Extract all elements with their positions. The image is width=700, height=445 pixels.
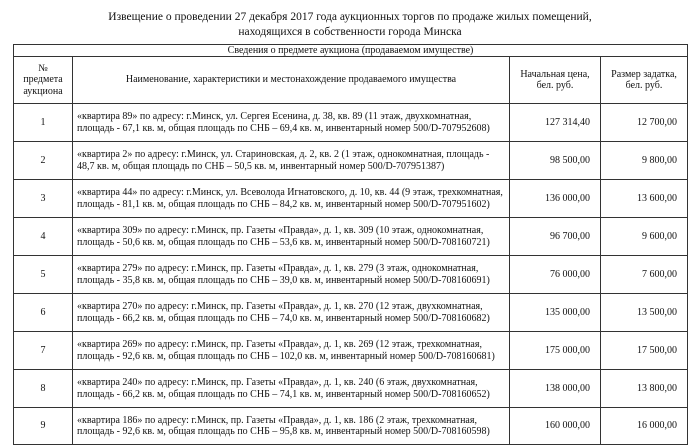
cell-description: «квартира 186» по адресу: г.Минск, пр. Газеты «Правда», д. 1, кв. 186 (2 этаж, трехкомнатная, площадь - 92,6 кв. м, общая площадь по СНБ – 95,8 кв. м, инвентарный номер 500/D-708160598) — [73, 408, 510, 445]
cell-deposit: 12 700,00 — [601, 104, 688, 142]
cell-number: 3 — [14, 180, 73, 218]
table-row — [14, 408, 688, 445]
cell-description: «квартира 270» по адресу: г.Минск, пр. Газеты «Правда», д. 1, кв. 270 (12 этаж, двухкомнатная, площадь - 66,2 кв. м, общая площадь по СНБ – 74,0 кв. м, инвентарный номер 500/D-708160682) — [73, 294, 510, 332]
table-row — [14, 104, 688, 142]
cell-price: 160 000,00 — [510, 408, 601, 445]
cell-price: 96 700,00 — [510, 218, 601, 256]
cell-price: 135 000,00 — [510, 294, 601, 332]
column-header-number: № предмета аукциона — [14, 57, 73, 104]
cell-number: 6 — [14, 294, 73, 332]
section-header: Сведения о предмете аукциона (продаваемом имуществе) — [14, 45, 688, 57]
table-row — [14, 142, 688, 180]
cell-price: 127 314,40 — [510, 104, 601, 142]
cell-price: 175 000,00 — [510, 332, 601, 370]
cell-deposit: 7 600,00 — [601, 256, 688, 294]
cell-deposit: 16 000,00 — [601, 408, 688, 445]
cell-description: «квартира 2» по адресу: г.Минск, ул. Стариновская, д. 2, кв. 2 (1 этаж, однокомнатная, площадь - 48,7 кв. м, общая площадь по СНБ – 50,5 кв. м, инвентарный номер 500/D-707951387) — [73, 142, 510, 180]
cell-description: «квартира 44» по адресу: г.Минск, ул. Всеволода Игнатовского, д. 10, кв. 44 (9 этаж, трехкомнатная, площадь - 81,1 кв. м, общая площадь по СНБ – 84,2 кв. м, инвентарный номер 500/D-707951602) — [73, 180, 510, 218]
table-row — [14, 218, 688, 256]
column-header-deposit: Размер задатка, бел. руб. — [601, 57, 688, 104]
cell-deposit: 9 600,00 — [601, 218, 688, 256]
cell-number: 1 — [14, 104, 73, 142]
cell-price: 98 500,00 — [510, 142, 601, 180]
cell-description: «квартира 240» по адресу: г.Минск, пр. Газеты «Правда», д. 1, кв. 240 (6 этаж, двухкомнатная, площадь - 66,2 кв. м, общая площадь по СНБ – 74,1 кв. м, инвентарный номер 500/D-708160652) — [73, 370, 510, 408]
column-header-description: Наименование, характеристики и местонахождение продаваемого имущества — [73, 57, 510, 104]
table-row — [14, 256, 688, 294]
cell-price: 138 000,00 — [510, 370, 601, 408]
cell-description: «квартира 89» по адресу: г.Минск, ул. Сергея Есенина, д. 38, кв. 89 (11 этаж, двухкомнатная, площадь - 67,1 кв. м, общая площадь по СНБ – 69,4 кв. м, инвентарный номер 500/D-707952608) — [73, 104, 510, 142]
title-line-2: находящихся в собственности города Минска — [238, 26, 462, 38]
cell-deposit: 13 600,00 — [601, 180, 688, 218]
table-row — [14, 332, 688, 370]
cell-price: 136 000,00 — [510, 180, 601, 218]
cell-number: 4 — [14, 218, 73, 256]
cell-number: 7 — [14, 332, 73, 370]
cell-deposit: 17 500,00 — [601, 332, 688, 370]
cell-description: «квартира 269» по адресу: г.Минск, пр. Газеты «Правда», д. 1, кв. 269 (12 этаж, трехкомнатная, площадь - 92,6 кв. м, общая площадь по СНБ – 102,0 кв. м, инвентарный номер 500/D-708160681) — [73, 332, 510, 370]
cell-price: 76 000,00 — [510, 256, 601, 294]
cell-number: 2 — [14, 142, 73, 180]
title-line-1: Извещение о проведении 27 декабря 2017 года аукционных торгов по продаже жилых помещений, — [108, 11, 592, 23]
auction-table — [13, 44, 688, 445]
table-row — [14, 294, 688, 332]
column-header-price: Начальная цена, бел. руб. — [510, 57, 601, 104]
cell-description: «квартира 279» по адресу: г.Минск, пр. Газеты «Правда», д. 1, кв. 279 (3 этаж, однокомнатная, площадь - 35,8 кв. м, общая площадь по СНБ – 39,0 кв. м, инвентарный номер 500/D-708160691) — [73, 256, 510, 294]
page-title — [0, 10, 700, 40]
table-row — [14, 370, 688, 408]
table-row — [14, 180, 688, 218]
table-body — [14, 104, 688, 445]
cell-number: 9 — [14, 408, 73, 445]
cell-deposit: 13 800,00 — [601, 370, 688, 408]
cell-number: 5 — [14, 256, 73, 294]
cell-description: «квартира 309» по адресу: г.Минск, пр. Газеты «Правда», д. 1, кв. 309 (10 этаж, однокомнатная, площадь - 50,6 кв. м, общая площадь по СНБ – 53,6 кв. м, инвентарный номер 500/D-708160721) — [73, 218, 510, 256]
cell-number: 8 — [14, 370, 73, 408]
cell-deposit: 9 800,00 — [601, 142, 688, 180]
cell-deposit: 13 500,00 — [601, 294, 688, 332]
